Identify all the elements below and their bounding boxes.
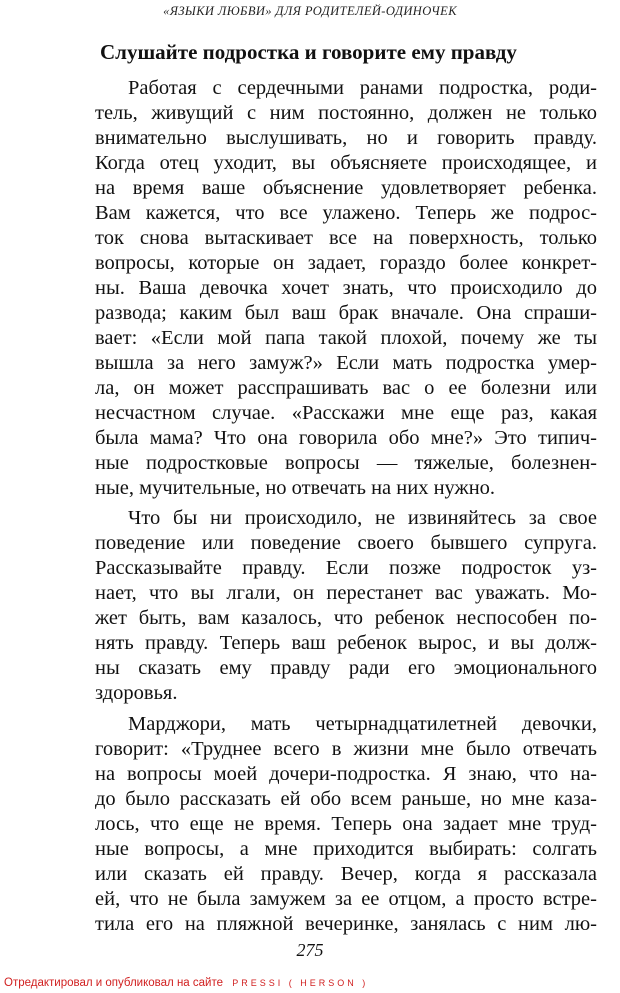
text-line: ны. Ваша девочка хочет знать, что происходило до <box>95 277 597 299</box>
text-line: до было рассказать ей обо всем раньше, но мне каза- <box>95 788 597 810</box>
section-heading: Слушайте подростка и говорите ему правду <box>100 40 517 64</box>
text-line: на вопросы моей дочери-подростка. Я знаю, что на- <box>95 763 597 785</box>
text-line: вает: «Если мой папа такой плохой, почему же ты <box>95 327 597 349</box>
text-line: Что бы ни происходило, не извиняйтесь за свое <box>128 507 597 529</box>
text-line: поведение или поведение своего бывшего супруга. <box>95 532 597 554</box>
footer-site: PRESSI ( HERSON ) <box>232 978 369 988</box>
text-line: вышла за него замуж?» Если мать подростка умер- <box>95 352 597 374</box>
footer-note: Отредактировал и опубликовал на сайте <box>4 977 223 989</box>
text-line: на время ваше объяснение удовлетворяет ребенка. <box>95 177 597 199</box>
text-line: ей, что не была замужем за ее отцом, а просто встре- <box>95 888 597 910</box>
text-line: лось, что еще не время. Теперь она задает мне труд- <box>95 813 597 835</box>
text-line: Рассказывайте правду. Если позже подросток уз- <box>95 557 597 579</box>
text-line: Вам кажется, что все улажено. Теперь же подрос- <box>95 202 597 224</box>
text-line: ток снова вытаскивает все на поверхность, только <box>95 227 597 249</box>
text-line: здоровья. <box>95 682 178 704</box>
text-line: жет быть, вам казалось, что ребенок неспособен по- <box>95 607 597 629</box>
text-line: тила его на пляжной вечеринке, занялась с ним лю- <box>95 913 597 935</box>
text-line: или сказать ей правду. Вечер, когда я рассказала <box>95 863 597 885</box>
text-line: Когда отец уходит, вы объясняете происходящее, и <box>95 152 597 174</box>
text-line: Марджори, мать четырнадцатилетней девочки, <box>128 713 597 735</box>
text-line: ные подростковые вопросы — тяжелые, болезнен- <box>95 452 597 474</box>
text-line: нает, что вы лгали, он перестанет вас уважать. Мо- <box>95 582 597 604</box>
text-line: ны сказать ему правду ради его эмоционального <box>95 657 597 679</box>
text-line: тель, живущий с ним постоянно, должен не только <box>95 102 597 124</box>
text-line: ные, мучительные, но отвечать на них нужно. <box>95 477 496 499</box>
text-line: нять правду. Теперь ваш ребенок вырос, и вы долж- <box>95 632 597 654</box>
text-line: несчастном случае. «Расскажи мне еще раз, какая <box>95 402 597 424</box>
text-line: вопросы, которые он задает, гораздо более конкрет- <box>95 252 597 274</box>
text-line: развода; каким был ваш брак вначале. Она спраши- <box>95 302 597 324</box>
publisher-footer <box>4 977 368 989</box>
running-header: «ЯЗЫКИ ЛЮБВИ» ДЛЯ РОДИТЕЛЕЙ-ОДИНОЧЕК <box>163 4 457 18</box>
text-line: ные вопросы, а мне приходится выбирать: солгать <box>95 838 597 860</box>
text-line: была мама? Что она говорила обо мне?» Это типич- <box>95 427 597 449</box>
text-line: ла, он может расспрашивать вас о ее болезни или <box>95 377 597 399</box>
page-number: 275 <box>296 940 324 960</box>
text-line: Работая с сердечными ранами подростка, роди- <box>128 77 597 99</box>
text-line: говорит: «Труднее всего в жизни мне было отвечать <box>95 738 597 760</box>
text-line: внимательно выслушивать, но и говорить правду. <box>95 127 597 149</box>
